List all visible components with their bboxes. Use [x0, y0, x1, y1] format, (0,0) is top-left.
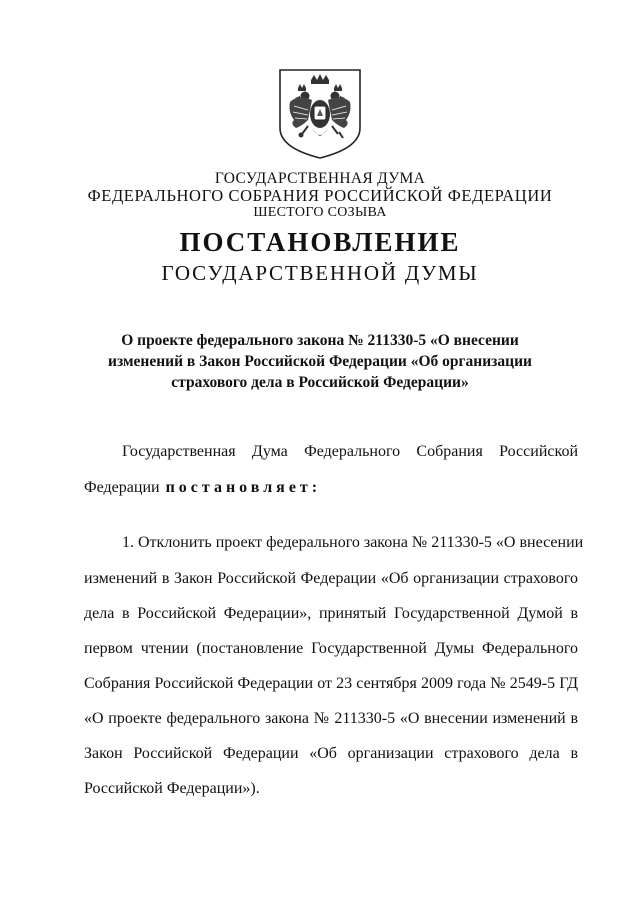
- subject-line: страхового дела в Российской Федерации»: [171, 374, 469, 391]
- paragraph-line: изменений в Закон Российской Федерации «Об организации страхового: [84, 570, 578, 587]
- preamble-line: Государственная Дума Федерального Собрания Российской: [122, 443, 578, 460]
- header-convocation: ШЕСТОГО СОЗЫВА: [253, 205, 387, 220]
- paragraph-line: Собрания Российской Федерации от 23 сентября 2009 года № 2549-5 ГД: [84, 675, 578, 692]
- paragraph-line: 1. Отклонить проект федерального закона № 211330-5 «О внесении: [122, 534, 584, 551]
- double-headed-eagle-icon: [278, 68, 362, 160]
- document-title: ПОСТАНОВЛЕНИЕ: [179, 227, 461, 257]
- subject-line: изменений в Закон Российской Федерации «Об организации: [108, 353, 532, 370]
- document-subtitle: ГОСУДАРСТВЕННОЙ ДУМЫ: [161, 261, 479, 285]
- paragraph-line: «О проекте федерального закона № 211330-5 «О внесении изменений в: [84, 710, 578, 727]
- header-assembly: ФЕДЕРАЛЬНОГО СОБРАНИЯ РОССИЙСКОЙ ФЕДЕРАЦИИ: [87, 186, 553, 205]
- paragraph-line: дела в Российской Федерации», принятый Государственной Думой в: [84, 605, 578, 622]
- coat-of-arms-emblem: [278, 68, 362, 160]
- paragraph-line: Российской Федерации»).: [84, 780, 260, 797]
- paragraph-line: первом чтении (постановление Государственной Думы Федерального: [84, 640, 578, 657]
- paragraph-line: Закон Российской Федерации «Об организации страхового дела в: [84, 745, 578, 762]
- resolves-word: постановляет:: [165, 479, 322, 496]
- document-subject: [0, 330, 640, 393]
- preamble-line: [84, 477, 578, 499]
- preamble-prefix: Федерации: [84, 479, 160, 496]
- header-organ: ГОСУДАРСТВЕННАЯ ДУМА: [214, 170, 426, 187]
- subject-line: О проекте федерального закона № 211330-5 «О внесении: [121, 332, 519, 349]
